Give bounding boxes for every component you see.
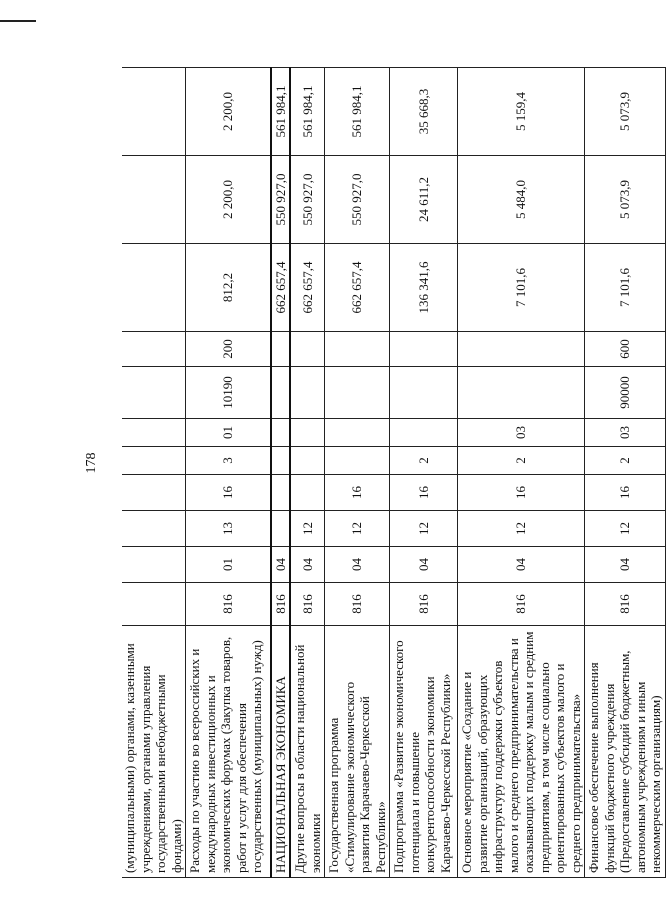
cell-c3 <box>122 511 186 547</box>
budget-table <box>122 67 666 878</box>
cell-v1: 7 101,6 <box>458 244 585 332</box>
table-row <box>325 68 390 878</box>
cell-c6: 03 <box>458 419 585 447</box>
cell-c3: 12 <box>585 511 666 547</box>
cell-v1 <box>122 244 186 332</box>
cell-c1: 816 <box>390 583 458 626</box>
cell-c6 <box>271 419 291 447</box>
cell-c4: 16 <box>390 475 458 511</box>
cell-c3: 12 <box>325 511 390 547</box>
cell-v2: 5 484,0 <box>458 156 585 244</box>
cell-c5: 2 <box>458 447 585 475</box>
cell-c8 <box>325 332 390 367</box>
cell-c7: 90000 <box>585 367 666 419</box>
cell-v2: 5 073,9 <box>585 156 666 244</box>
cell-c4 <box>122 475 186 511</box>
cell-c8 <box>290 332 325 367</box>
cell-v2: 2 200,0 <box>186 156 271 244</box>
cell-c1 <box>122 583 186 626</box>
table-row <box>122 68 186 878</box>
table-row <box>186 68 271 878</box>
row-description: (муниципальными) органами, казенными учреждениями, органами управления государственными внебюджетными фондами) <box>122 626 186 878</box>
cell-c8: 600 <box>585 332 666 367</box>
row-description: Основное мероприятие «Создание и развитие организаций, образующих инфраструктуру поддержки субъектов малого и среднего предпринимательства и оказывающих поддержку малым и средним предприятиям, в том числе социально ориентированных субъектов малого и среднего предпринимательства» <box>458 626 585 878</box>
cell-c2: 01 <box>186 547 271 583</box>
cell-c3: 12 <box>390 511 458 547</box>
cell-v2: 550 927,0 <box>271 156 291 244</box>
cell-v3: 561 984,1 <box>290 68 325 156</box>
cell-c3 <box>271 511 291 547</box>
page-number: 178 <box>84 452 99 474</box>
cell-v3: 2 200,0 <box>186 68 271 156</box>
cell-c7 <box>290 367 325 419</box>
cell-v2 <box>122 156 186 244</box>
cell-v3: 5 073,9 <box>585 68 666 156</box>
cell-c8 <box>458 332 585 367</box>
table-row <box>290 68 325 878</box>
cell-c2: 04 <box>271 547 291 583</box>
cell-c2: 04 <box>458 547 585 583</box>
cell-c2: 04 <box>325 547 390 583</box>
cell-c8 <box>271 332 291 367</box>
cell-v1: 662 657,4 <box>325 244 390 332</box>
cell-c8 <box>122 332 186 367</box>
cell-c7 <box>458 367 585 419</box>
corner-mark <box>0 0 36 22</box>
cell-c3: 12 <box>458 511 585 547</box>
cell-c4: 16 <box>325 475 390 511</box>
cell-v3: 561 984,1 <box>325 68 390 156</box>
cell-c7 <box>325 367 390 419</box>
cell-c2 <box>122 547 186 583</box>
cell-v3: 35 668,3 <box>390 68 458 156</box>
cell-c5: 2 <box>390 447 458 475</box>
cell-c6 <box>390 419 458 447</box>
cell-v1: 7 101,6 <box>585 244 666 332</box>
cell-v1: 136 341,6 <box>390 244 458 332</box>
table-row <box>390 68 458 878</box>
cell-v1: 662 657,4 <box>271 244 291 332</box>
cell-v2: 550 927,0 <box>325 156 390 244</box>
row-description: Подпрограмма «Развитие экономического потенциала и повышение конкурентоспособности экономики Карачаево-Черкесской Республики» <box>390 626 458 878</box>
cell-v3 <box>122 68 186 156</box>
cell-c7 <box>390 367 458 419</box>
cell-c8 <box>390 332 458 367</box>
cell-c1: 816 <box>585 583 666 626</box>
cell-v1: 812,2 <box>186 244 271 332</box>
row-description: Расходы по участию во всероссийских и международных инвестиционных и экономических форумах (Закупка товаров, работ и услуг для обеспечения государственных (муниципальных) нужд) <box>186 626 271 878</box>
row-description: Финансовое обеспечение выполнения функций бюджетного учреждения (Предоставление субсидий бюджетным, автономным учреждениям и иным некоммерческим организациям) <box>585 626 666 878</box>
cell-c6 <box>290 419 325 447</box>
cell-c4 <box>290 475 325 511</box>
cell-c3: 12 <box>290 511 325 547</box>
table-row <box>458 68 585 878</box>
cell-v3: 561 984,1 <box>271 68 291 156</box>
cell-v2: 550 927,0 <box>290 156 325 244</box>
cell-c8: 200 <box>186 332 271 367</box>
cell-c5: 3 <box>186 447 271 475</box>
cell-c5 <box>325 447 390 475</box>
table-row <box>271 68 291 878</box>
cell-c4: 16 <box>186 475 271 511</box>
cell-c2: 04 <box>585 547 666 583</box>
cell-c2: 04 <box>290 547 325 583</box>
cell-c3: 13 <box>186 511 271 547</box>
cell-c1: 816 <box>325 583 390 626</box>
budget-table-wrapper <box>122 68 663 878</box>
cell-c2: 04 <box>390 547 458 583</box>
cell-c5 <box>290 447 325 475</box>
cell-c7 <box>122 367 186 419</box>
cell-c1: 816 <box>290 583 325 626</box>
cell-c6: 01 <box>186 419 271 447</box>
cell-c6 <box>325 419 390 447</box>
cell-c1: 816 <box>271 583 291 626</box>
cell-c5 <box>122 447 186 475</box>
row-description: Государственная программа «Стимулирование экономического развития Карачаево-Черкесской Республики» <box>325 626 390 878</box>
cell-c1: 816 <box>458 583 585 626</box>
table-row <box>585 68 666 878</box>
cell-c7: 10190 <box>186 367 271 419</box>
cell-c5: 2 <box>585 447 666 475</box>
cell-c4: 16 <box>585 475 666 511</box>
cell-v1: 662 657,4 <box>290 244 325 332</box>
row-description: Другие вопросы в области национальной экономики <box>290 626 325 878</box>
row-description: НАЦИОНАЛЬНАЯ ЭКОНОМИКА <box>271 626 291 878</box>
cell-c4: 16 <box>458 475 585 511</box>
cell-v2: 24 611,2 <box>390 156 458 244</box>
cell-c6 <box>122 419 186 447</box>
cell-v3: 5 159,4 <box>458 68 585 156</box>
cell-c1: 816 <box>186 583 271 626</box>
cell-c6: 03 <box>585 419 666 447</box>
cell-c4 <box>271 475 291 511</box>
cell-c7 <box>271 367 291 419</box>
cell-c5 <box>271 447 291 475</box>
